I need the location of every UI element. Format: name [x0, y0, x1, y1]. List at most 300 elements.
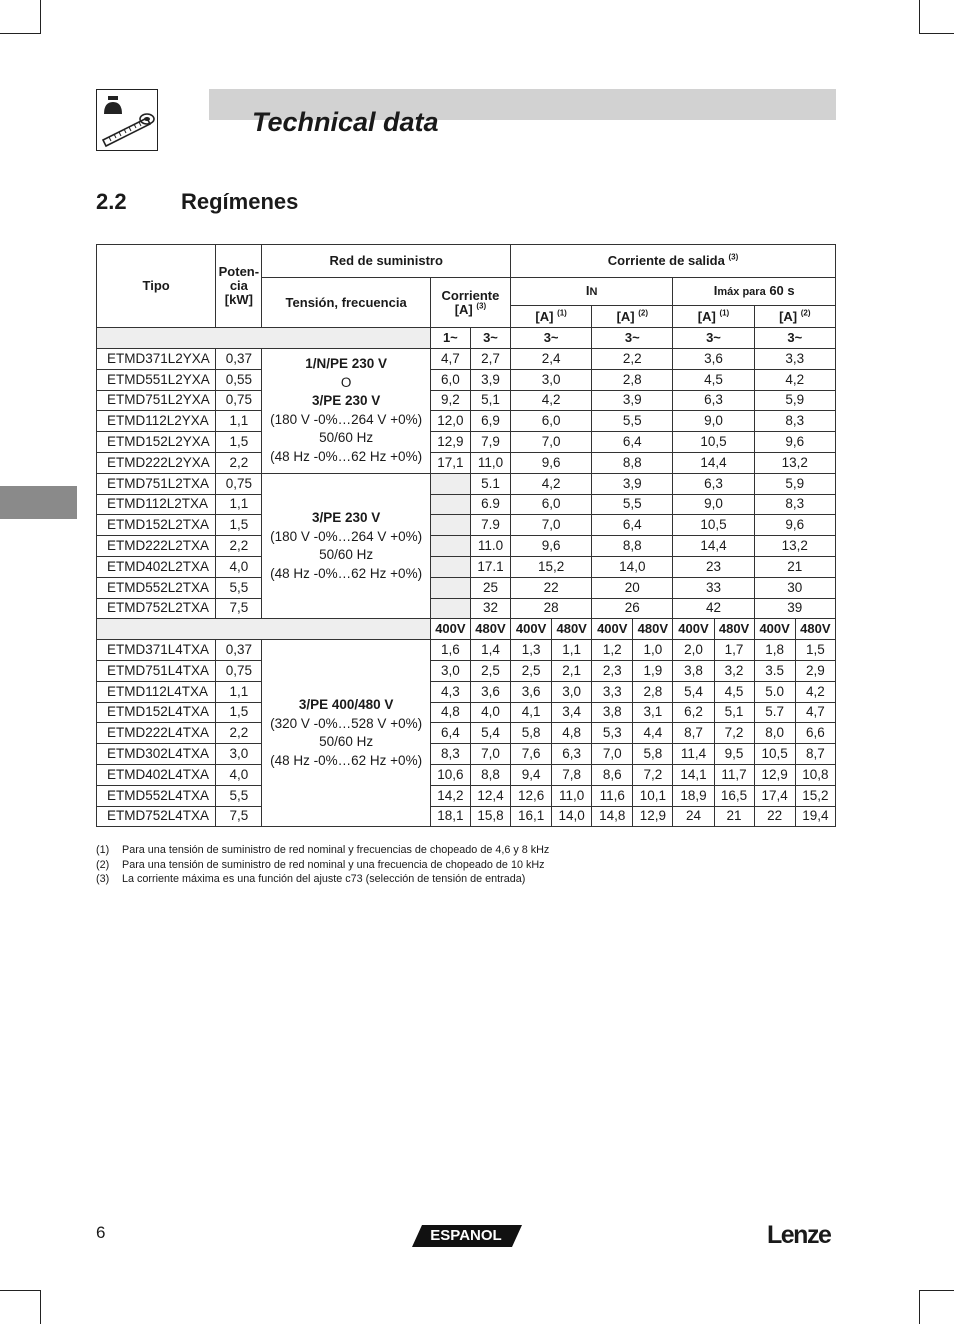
supply-spec [262, 349, 430, 474]
table-cell: 5.7 [754, 702, 795, 723]
footnote-ref: (1) [719, 308, 730, 318]
table-cell: 4,2 [754, 369, 835, 390]
supply-line: 3/PE 230 V [311, 510, 381, 526]
supply-line: (180 V -0%…264 V +0%) [270, 411, 423, 427]
table-cell: 20 [592, 577, 673, 598]
table-cell: 8,8 [592, 536, 673, 557]
table-cell: 21 [714, 806, 754, 827]
table-cell: 8,8 [592, 452, 673, 473]
table-cell: 2,4 [511, 349, 592, 370]
table-cell: 4,8 [552, 723, 592, 744]
table-cell: 2,8 [633, 681, 673, 702]
table-cell: 5,8 [633, 744, 673, 765]
empty-cell [430, 494, 470, 515]
table-cell: 1,9 [633, 660, 673, 681]
table-cell: 2,9 [795, 660, 835, 681]
table-row [97, 764, 836, 785]
footnote-number: (2) [96, 858, 110, 871]
table-cell: 14,0 [552, 806, 592, 827]
table-cell: 2,0 [673, 640, 714, 661]
table-cell: 33 [673, 577, 754, 598]
type-cell: ETMD152L2YXA [97, 432, 216, 453]
phase-label: 1~ [430, 328, 470, 349]
table-cell: 6,0 [511, 411, 592, 432]
power-cell: 1,5 [216, 702, 262, 723]
power-cell: 0,75 [216, 473, 262, 494]
table-cell: 5,1 [714, 702, 754, 723]
unit-label: [A] [779, 308, 798, 324]
header-unit-fn2 [754, 306, 835, 328]
footnote-text: La corriente máxima es una función del ajuste c73 (selección de tensión de entrada) [122, 873, 526, 885]
table-cell: 8,8 [470, 764, 510, 785]
power-cell: 0,75 [216, 660, 262, 681]
header-unit-fn2 [592, 306, 673, 328]
table-cell: 7,2 [633, 764, 673, 785]
table-cell: 2,7 [470, 349, 510, 370]
type-cell: ETMD371L2YXA [97, 349, 216, 370]
table-cell: 2,1 [552, 660, 592, 681]
table-cell: 3,8 [673, 660, 714, 681]
footnote-text: Para una tensión de suministro de red nominal y una frecuencia de chopeado de 10 kHz [122, 858, 545, 871]
table-cell: 6,9 [470, 411, 510, 432]
supply-line: 50/60 Hz [319, 430, 374, 446]
table-cell: 16,1 [511, 806, 552, 827]
table-cell: 30 [754, 577, 835, 598]
footnote [96, 858, 796, 873]
voltage-label: 400V [592, 619, 633, 640]
type-cell: ETMD402L4TXA [97, 764, 216, 785]
header-potencia: Poten-cia [kW] [216, 245, 262, 328]
footnote-ref: (2) [800, 308, 811, 318]
type-cell: ETMD752L4TXA [97, 806, 216, 827]
table-cell: 1,4 [470, 640, 510, 661]
type-cell: ETMD402L2TXA [97, 556, 216, 577]
table-cell: 39 [754, 598, 835, 619]
table-cell: 26 [592, 598, 673, 619]
table-cell: 1,1 [552, 640, 592, 661]
supply-line: 1/N/PE 230 V [305, 356, 388, 372]
empty-cell [430, 556, 470, 577]
table-cell: 9,0 [673, 494, 754, 515]
voltage-row-spacer [97, 619, 431, 640]
type-cell: ETMD222L2YXA [97, 452, 216, 473]
power-cell: 4,0 [216, 556, 262, 577]
header-unit-fn1 [673, 306, 754, 328]
table-cell: 14,1 [673, 764, 714, 785]
table-cell: 32 [470, 598, 510, 619]
crop-mark [40, 0, 41, 34]
table-cell: 12,9 [430, 432, 470, 453]
table-cell: 21 [754, 556, 835, 577]
voltage-label: 400V [754, 619, 795, 640]
chapter-tab [0, 486, 77, 519]
table-cell: 6,6 [795, 723, 835, 744]
empty-cell [430, 598, 470, 619]
table-cell: 2,3 [592, 660, 633, 681]
power-cell: 0,37 [216, 349, 262, 370]
table-cell: 14,2 [430, 785, 470, 806]
supply-line: (320 V -0%…528 V +0%) [270, 715, 423, 731]
table-cell: 4,2 [511, 390, 592, 411]
header-tipo: Tipo [97, 245, 216, 328]
table-cell: 6,4 [430, 723, 470, 744]
empty-cell [430, 577, 470, 598]
voltage-label: 480V [552, 619, 592, 640]
header-in-sub: N [589, 286, 598, 298]
power-cell: 2,2 [216, 536, 262, 557]
header-corriente-salida [511, 245, 836, 278]
table-cell: 12,6 [511, 785, 552, 806]
table-cell: 3,6 [470, 681, 510, 702]
table-cell: 9,6 [511, 452, 592, 473]
table-cell: 7,6 [511, 744, 552, 765]
table-cell: 11,7 [714, 764, 754, 785]
table-cell: 4,0 [470, 702, 510, 723]
phase-label: 3~ [673, 328, 754, 349]
table-cell: 1,2 [592, 640, 633, 661]
table-row [97, 640, 836, 661]
table-row [97, 411, 836, 432]
table-row [97, 806, 836, 827]
table-cell: 1,7 [714, 640, 754, 661]
table-cell: 9,6 [754, 515, 835, 536]
header-corriente [430, 278, 510, 328]
table-cell: 15,2 [795, 785, 835, 806]
table-cell: 7,2 [714, 723, 754, 744]
weight-measure-icon [96, 89, 158, 151]
table-cell: 11,0 [470, 452, 510, 473]
table-cell: 3,1 [633, 702, 673, 723]
table-cell: 3,6 [511, 681, 552, 702]
voltage-label: 480V [633, 619, 673, 640]
table-cell: 12,9 [633, 806, 673, 827]
power-cell: 2,2 [216, 452, 262, 473]
crop-mark [919, 0, 920, 34]
table-cell: 3,9 [592, 390, 673, 411]
crop-mark [919, 1290, 920, 1324]
type-cell: ETMD751L2YXA [97, 390, 216, 411]
table-cell: 5,5 [592, 411, 673, 432]
phase-row-spacer [97, 328, 431, 349]
table-cell: 6,3 [552, 744, 592, 765]
type-cell: ETMD371L4TXA [97, 640, 216, 661]
table-cell: 5,5 [592, 494, 673, 515]
table-row [97, 577, 836, 598]
table-cell: 3,0 [430, 660, 470, 681]
table-cell: 17,1 [430, 452, 470, 473]
table-cell: 3,8 [592, 702, 633, 723]
header-salida-label: Corriente de salida [607, 253, 725, 268]
supply-line: 3/PE 400/480 V [298, 697, 394, 713]
table-cell: 3,4 [552, 702, 592, 723]
section-title: Regímenes [181, 189, 299, 214]
language-label: ESPANOL [430, 1227, 502, 1244]
type-cell: ETMD552L4TXA [97, 785, 216, 806]
table-cell: 8,7 [795, 744, 835, 765]
table-cell: 4,2 [795, 681, 835, 702]
supply-line: (48 Hz -0%…62 Hz +0%) [270, 565, 423, 581]
table-cell: 9,6 [754, 432, 835, 453]
footnote-number: (3) [96, 873, 110, 885]
table-cell: 3,2 [714, 660, 754, 681]
power-cell: 0,55 [216, 369, 262, 390]
power-cell: 0,37 [216, 640, 262, 661]
table-cell: 8,3 [754, 411, 835, 432]
table-cell: 2,2 [592, 349, 673, 370]
table-cell: 18,9 [673, 785, 714, 806]
header-imax-sub: máx para [717, 286, 766, 298]
table-row [97, 723, 836, 744]
table-row [97, 619, 836, 640]
header-in-symbol: I [585, 283, 590, 298]
table-cell: 7,0 [470, 744, 510, 765]
table-cell: 4,1 [511, 702, 552, 723]
power-cell: 7,5 [216, 806, 262, 827]
table-cell: 3,0 [511, 369, 592, 390]
header-corriente-label: Corriente [441, 287, 500, 303]
table-cell: 2,5 [511, 660, 552, 681]
table-row [97, 349, 836, 370]
power-cell: 5,5 [216, 785, 262, 806]
type-cell: ETMD112L2YXA [97, 411, 216, 432]
power-cell: 0,75 [216, 390, 262, 411]
crop-mark [0, 1290, 41, 1291]
page-title: Technical data [252, 107, 439, 137]
section-number: 2.2 [96, 189, 127, 214]
table-cell: 13,2 [754, 452, 835, 473]
table-cell: 7,0 [511, 515, 592, 536]
table-cell: 6.9 [470, 494, 510, 515]
table-cell: 6,0 [511, 494, 592, 515]
header-imax-symbol: I [713, 283, 718, 298]
power-cell: 1,1 [216, 494, 262, 515]
table-cell: 5,4 [470, 723, 510, 744]
table-cell: 8,3 [754, 494, 835, 515]
table-cell: 4,4 [633, 723, 673, 744]
table-cell: 13,2 [754, 536, 835, 557]
table-cell: 5,8 [511, 723, 552, 744]
table-row [97, 473, 836, 494]
table-cell: 7.9 [470, 515, 510, 536]
table-cell: 4,7 [430, 349, 470, 370]
phase-label: 3~ [470, 328, 510, 349]
table-row [97, 452, 836, 473]
header-in [511, 278, 673, 306]
table-cell: 11,6 [592, 785, 633, 806]
unit-label: [A] [697, 308, 716, 324]
table-row [97, 369, 836, 390]
power-cell: 1,5 [216, 432, 262, 453]
empty-cell [430, 473, 470, 494]
table-row [97, 432, 836, 453]
header-imax-duration: 60 s [769, 283, 795, 298]
table-cell: 1,5 [795, 640, 835, 661]
crop-mark [919, 1290, 954, 1291]
voltage-label: 480V [795, 619, 835, 640]
table-cell: 4,2 [511, 473, 592, 494]
table-cell: 2,5 [470, 660, 510, 681]
table-cell: 3,0 [552, 681, 592, 702]
table-cell: 5,3 [592, 723, 633, 744]
table-cell: 3.5 [754, 660, 795, 681]
table-row [97, 598, 836, 619]
table-cell: 5,4 [673, 681, 714, 702]
crop-mark [0, 33, 41, 34]
power-cell: 4,0 [216, 764, 262, 785]
footnote-text: Para una tensión de suministro de red nominal y frecuencias de chopeado de 4,6 y 8 kHz [122, 844, 550, 856]
voltage-label: 400V [673, 619, 714, 640]
empty-cell [430, 515, 470, 536]
table-cell: 5,9 [754, 390, 835, 411]
table-cell: 14,8 [592, 806, 633, 827]
table-cell: 1,0 [633, 640, 673, 661]
ratings-table [96, 244, 836, 827]
table-cell: 7,9 [470, 432, 510, 453]
table-cell: 12,9 [754, 764, 795, 785]
unit-label: [A] [616, 308, 635, 324]
table-cell: 3,9 [470, 369, 510, 390]
table-cell: 9,4 [511, 764, 552, 785]
type-cell: ETMD112L4TXA [97, 681, 216, 702]
table-row [97, 785, 836, 806]
unit-label: [A] [535, 308, 554, 324]
voltage-label: 480V [714, 619, 754, 640]
table-cell: 4,3 [430, 681, 470, 702]
table-cell: 10,8 [795, 764, 835, 785]
table-cell: 14,0 [592, 556, 673, 577]
type-cell: ETMD751L4TXA [97, 660, 216, 681]
supply-line: O [340, 374, 352, 390]
voltage-label: 400V [430, 619, 470, 640]
supply-line: (180 V -0%…264 V +0%) [270, 528, 423, 544]
power-cell: 7,5 [216, 598, 262, 619]
table-cell: 1,8 [754, 640, 795, 661]
table-cell: 17.1 [470, 556, 510, 577]
power-cell: 1,1 [216, 681, 262, 702]
table-row [97, 681, 836, 702]
empty-cell [430, 536, 470, 557]
table-cell: 22 [754, 806, 795, 827]
brand-logo: Lenze [767, 1221, 831, 1249]
table-cell: 5.1 [470, 473, 510, 494]
supply-line: 50/60 Hz [319, 547, 374, 563]
table-cell: 1,6 [430, 640, 470, 661]
power-cell: 3,0 [216, 744, 262, 765]
table-cell: 3,9 [592, 473, 673, 494]
type-cell: ETMD551L2YXA [97, 369, 216, 390]
table-cell: 10,5 [673, 515, 754, 536]
table-cell: 22 [511, 577, 592, 598]
header-imax [673, 278, 836, 306]
phase-label: 3~ [511, 328, 592, 349]
crop-mark [919, 33, 954, 34]
table-cell: 23 [673, 556, 754, 577]
supply-spec [262, 473, 430, 619]
type-cell: ETMD752L2TXA [97, 598, 216, 619]
table-cell: 4,8 [430, 702, 470, 723]
footnote [96, 843, 796, 858]
table-cell: 6,2 [673, 702, 714, 723]
table-cell: 8,7 [673, 723, 714, 744]
table-cell: 9,0 [673, 411, 754, 432]
table-row [97, 556, 836, 577]
page-number: 6 [96, 1223, 106, 1242]
type-cell: ETMD751L2TXA [97, 473, 216, 494]
supply-line: (48 Hz -0%…62 Hz +0%) [270, 448, 423, 464]
table-cell: 11.0 [470, 536, 510, 557]
type-cell: ETMD112L2TXA [97, 494, 216, 515]
table-cell: 15,2 [511, 556, 592, 577]
table-cell: 3,3 [754, 349, 835, 370]
table-cell: 15,8 [470, 806, 510, 827]
table-cell: 6,4 [592, 515, 673, 536]
table-row [97, 536, 836, 557]
table-cell: 1,3 [511, 640, 552, 661]
table-cell: 10,5 [754, 744, 795, 765]
table-cell: 10,5 [673, 432, 754, 453]
supply-line: 50/60 Hz [319, 734, 374, 750]
header-corriente-unit: [A] [454, 301, 473, 317]
table-cell: 5,1 [470, 390, 510, 411]
table-cell: 28 [511, 598, 592, 619]
table-row [97, 660, 836, 681]
type-cell: ETMD222L2TXA [97, 536, 216, 557]
table-cell: 42 [673, 598, 754, 619]
table-cell: 7,8 [552, 764, 592, 785]
table-cell: 12,0 [430, 411, 470, 432]
table-cell: 19,4 [795, 806, 835, 827]
power-cell: 1,1 [216, 411, 262, 432]
table-row [97, 515, 836, 536]
type-cell: ETMD222L4TXA [97, 723, 216, 744]
table-cell: 4,5 [714, 681, 754, 702]
table-cell: 24 [673, 806, 714, 827]
header-unit-fn1 [511, 306, 592, 328]
voltage-label: 400V [511, 619, 552, 640]
table-cell: 14,4 [673, 452, 754, 473]
type-cell: ETMD552L2TXA [97, 577, 216, 598]
phase-label: 3~ [754, 328, 835, 349]
table-cell: 10,6 [430, 764, 470, 785]
supply-spec [262, 640, 430, 827]
supply-line: (48 Hz -0%…62 Hz +0%) [270, 752, 423, 768]
table-cell: 6,3 [673, 390, 754, 411]
table-cell: 7,0 [511, 432, 592, 453]
footnote-ref: (3) [476, 301, 487, 311]
type-cell: ETMD302L4TXA [97, 744, 216, 765]
table-cell: 11,0 [552, 785, 592, 806]
table-cell: 14,4 [673, 536, 754, 557]
table-cell: 9,6 [511, 536, 592, 557]
table-row [97, 744, 836, 765]
table-row [97, 494, 836, 515]
table-cell: 9,2 [430, 390, 470, 411]
table-cell: 2,8 [592, 369, 673, 390]
table-cell: 7,0 [592, 744, 633, 765]
power-cell: 2,2 [216, 723, 262, 744]
table-cell: 3,6 [673, 349, 754, 370]
power-cell: 5,5 [216, 577, 262, 598]
footnote-ref: (3) [728, 252, 739, 262]
table-cell: 4,5 [673, 369, 754, 390]
footnote [96, 872, 796, 887]
power-cell: 1,5 [216, 515, 262, 536]
table-cell: 6,4 [592, 432, 673, 453]
table-cell: 11,4 [673, 744, 714, 765]
header-tension: Tensión, frecuencia [262, 278, 430, 328]
voltage-label: 480V [470, 619, 510, 640]
table-cell: 6,3 [673, 473, 754, 494]
